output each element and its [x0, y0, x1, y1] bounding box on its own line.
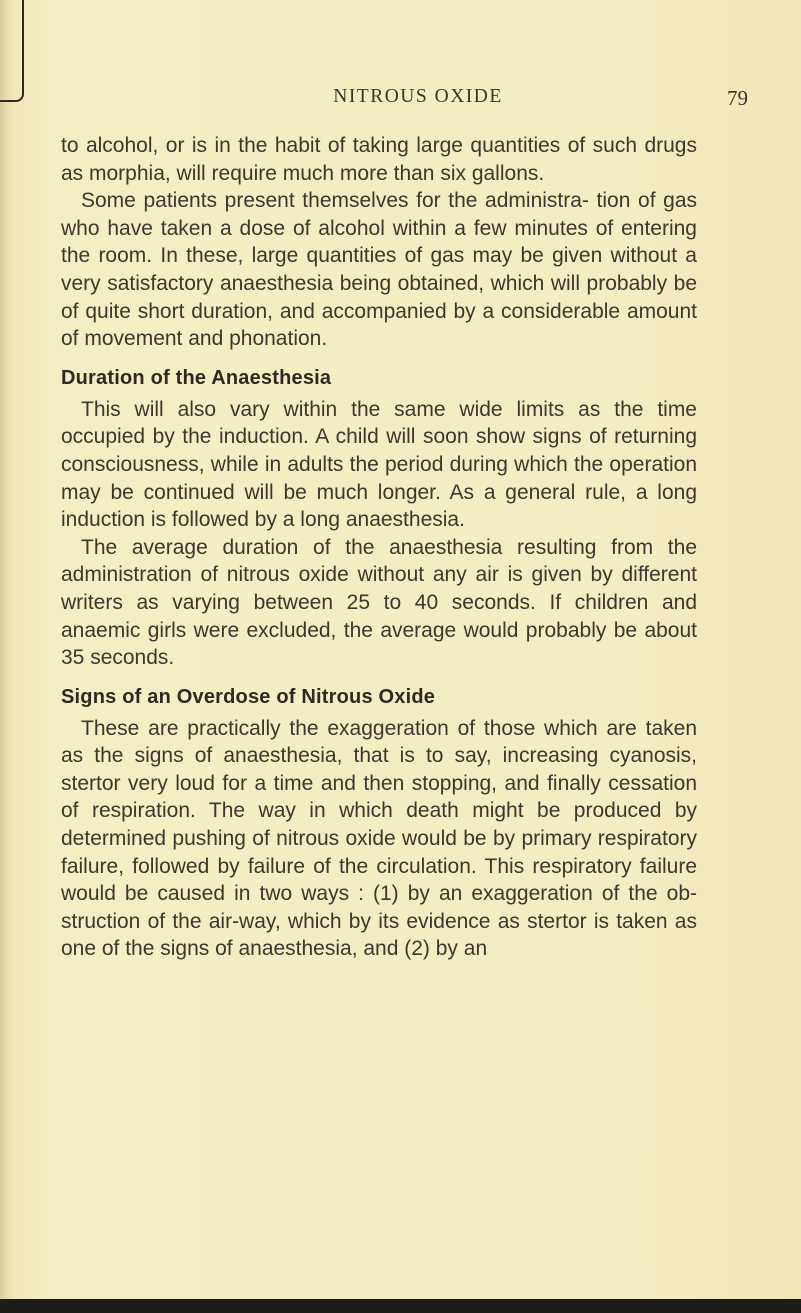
binding-edge	[0, 0, 14, 1313]
page-number: 79	[727, 86, 748, 110]
scan-bottom-edge	[0, 1299, 801, 1313]
paragraph-2: Some patients present themselves for the administra- tion of gas who have taken a dose of alcohol within a few minutes of entering the room. In these, large quantities of gas may be given without a very satisfactory anaesthesia being obtained, which will probably be of quite short duration, and accompanied by a considerable amount of movement and phonation.	[61, 189, 697, 351]
paragraph-1: to alcohol, or is in the habit of taking large quantities of such drugs as morphia, will require much more than six gallons.	[61, 134, 697, 185]
running-title: NITROUS OXIDE	[333, 86, 503, 107]
section-heading-overdose: Signs of an Overdose of Nitrous Oxide	[61, 685, 436, 708]
paragraph-4: The average duration of the anaesthesia resulting from the administration of nitrous oxide without any air is given by different writers as varying between 25 to 40 seconds. If children and anaemic girls were excluded, the average would probably be about 35 seconds.	[61, 535, 697, 670]
page-header	[58, 86, 778, 116]
paragraph-3: This will also vary within the same wide limits as the time occupied by the induction. A child will soon show signs of returning consciousness, while in adults the period during which the operation may be continued will be much longer. As a general rule, a long induction is followed by a long anaesthesia.	[61, 397, 697, 532]
section-heading-duration: Duration of the Anaesthesia	[61, 366, 332, 389]
body-text	[61, 132, 697, 963]
paragraph-5: These are practically the exaggeration of those which are taken as the signs of anaesthesia, that is to say, increasing cyanosis, stertor very loud for a time and then stopping, and finally cessation of respiration. The way in which death might be produced by determined pushing of nitrous oxide would be by primary respiratory failure, followed by failure of the circulation. This respiratory failure would be caused in two ways : (1) by an exaggeration of the ob- struction of the air-way, which by its evidence as stertor is taken as one of the signs of anaesthesia, and (2) by an	[61, 716, 697, 961]
page-corner-mark	[0, 0, 24, 102]
